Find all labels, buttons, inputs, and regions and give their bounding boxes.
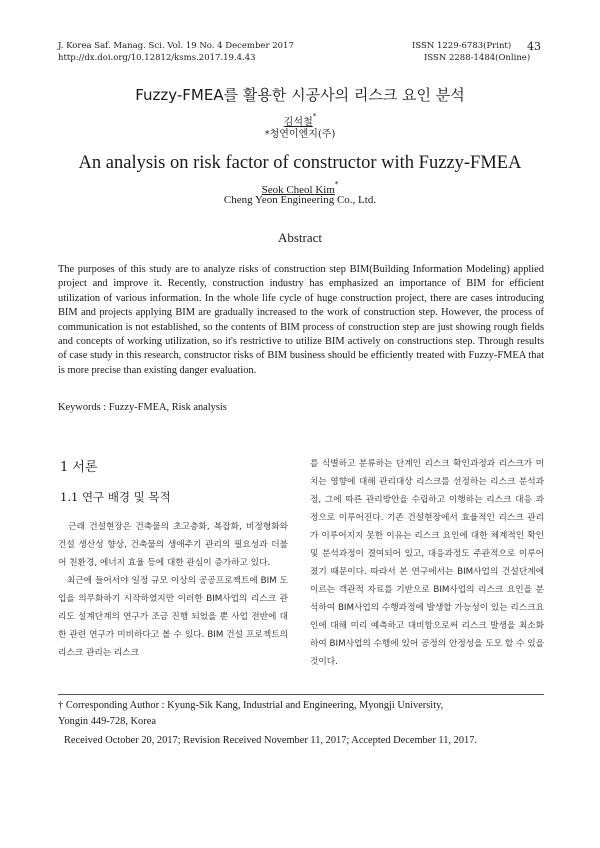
- keywords: Keywords : Fuzzy-FMEA, Risk analysis: [58, 402, 227, 413]
- footnote-mark: †: [58, 700, 64, 711]
- issn-print: ISSN 1229-6783(Print): [412, 41, 512, 51]
- footnote: [58, 698, 548, 749]
- left-column-paragraph-2: 최근에 들어서야 일정 규모 이상의 공공프로젝트에 BIM 도입을 의무화하기 시작하였지만 이러한 BIM사업의 리스크 관리도 설계단계의 연구가 조금 진행 되었을 뿐 사업 전반에 대한 관련 연구가 미비하다고 볼 수 있다. BIM 건설 프로젝트의 리스크 관리는 리스크: [58, 576, 288, 658]
- right-column: [310, 455, 544, 671]
- issn-block: [412, 40, 530, 64]
- footnote-line-2: Yongin 449-728, Korea: [58, 716, 156, 727]
- section-heading: 1 서론: [60, 460, 98, 475]
- journal-citation: [58, 40, 294, 64]
- journal-line-1: J. Korea Saf. Manag. Sci. Vol. 19 No. 4 December 2017: [58, 41, 294, 51]
- affiliation-english: Cheng Yeon Engineering Co., Ltd.: [223, 194, 377, 206]
- title-korean: Fuzzy-FMEA를 활용한 시공사의 리스크 요인 분석: [135, 86, 465, 104]
- author-korean: 김석철: [283, 117, 313, 128]
- footnote-divider: [58, 694, 544, 695]
- affiliation-korean: *청연이엔지(주): [264, 129, 336, 140]
- author-english-mark: *: [334, 180, 339, 189]
- left-column-paragraph-1: 근래 건설현장은 건축물의 초고층화, 복잡화, 비정형화와 건설 생산성 향상, 건축물의 생애주기 관리의 필요성과 더불어 친환경, 에너지 효율 등에 대한 관심이 증가하고 있다.: [58, 522, 288, 568]
- doi-link[interactable]: http://dx.doi.org/10.12812/ksms.2017.19.4.43: [58, 53, 256, 63]
- issn-online: ISSN 2288-1484(Online): [424, 53, 531, 63]
- right-column-paragraph: 를 식별하고 분류하는 단계인 리스크 확인과정과 리스크가 미치는 영향에 대해 관리대상 리스크를 선정하는 리스크 분석과정, 그에 따른 관리방안을 수립하고 이행하는 리스크 대응 과정으로 이루어진다. 기존 건설현장에서 효율적인 리스크 관리가 이루어지지 못한 이유는 리스크 요인에 대한 체계적인 확인 및 분석과정이 결여되어 있고, 대응과정도 주관적으로 이루어졌기 때문이다. 따라서 본 연구에서는 BIM사업의 건설단계에 이르는 객관적 자료를 기반으로 BIM사업의 리스크 요인을 분석하여 BIM사업의 수행과정에 발생할 가능성이 있는 리스크요인에 대해 미리 예측하고 대비함으로써 리스크 발생을 최소화하여 BIM사업의 수행에 있어 공정의 안정성을 도모 할 수 있을 것이다.: [310, 459, 544, 667]
- author-english: Seok Cheol Kim: [261, 184, 335, 196]
- title-english: An analysis on risk factor of constructor with Fuzzy-FMEA: [78, 153, 522, 173]
- abstract-body: The purposes of this study are to analyze risks of construction step BIM(Building Information Modeling) applied project and improve it. Recently, construction industry has emphasized an importance of BIM for efficient utilization of various information. In the whole life cycle of huge construction project, there are cases introducing BIM and projects applying BIM are gradually increased to the work of construction step. However, the process of communication is not established, so the contents of BIM process of construction step are just showing rough fields and concepts of working utilization, so it's restrictive to utilize BIM actively on constructions step. Through results of case study in this research, constructor risks of BIM business should be efficiently treated with Fuzzy-FMEA that is more precise than existing danger evaluation.: [58, 264, 544, 376]
- corresponding-author: Corresponding Author : Kyung-Sik Kang, Industrial and Engineering, Myongji University,: [65, 700, 444, 711]
- left-column: [58, 518, 288, 662]
- author-korean-mark: *: [312, 112, 317, 121]
- received-dates: Received October 20, 2017; Revision Received November 11, 2017; Accepted December 11, 2017.: [64, 735, 478, 746]
- footnote-line-1: [58, 698, 548, 714]
- abstract-heading: Abstract: [277, 230, 323, 245]
- page-number: 43: [527, 40, 541, 53]
- subsection-heading: 1.1 연구 배경 및 목적: [60, 490, 171, 504]
